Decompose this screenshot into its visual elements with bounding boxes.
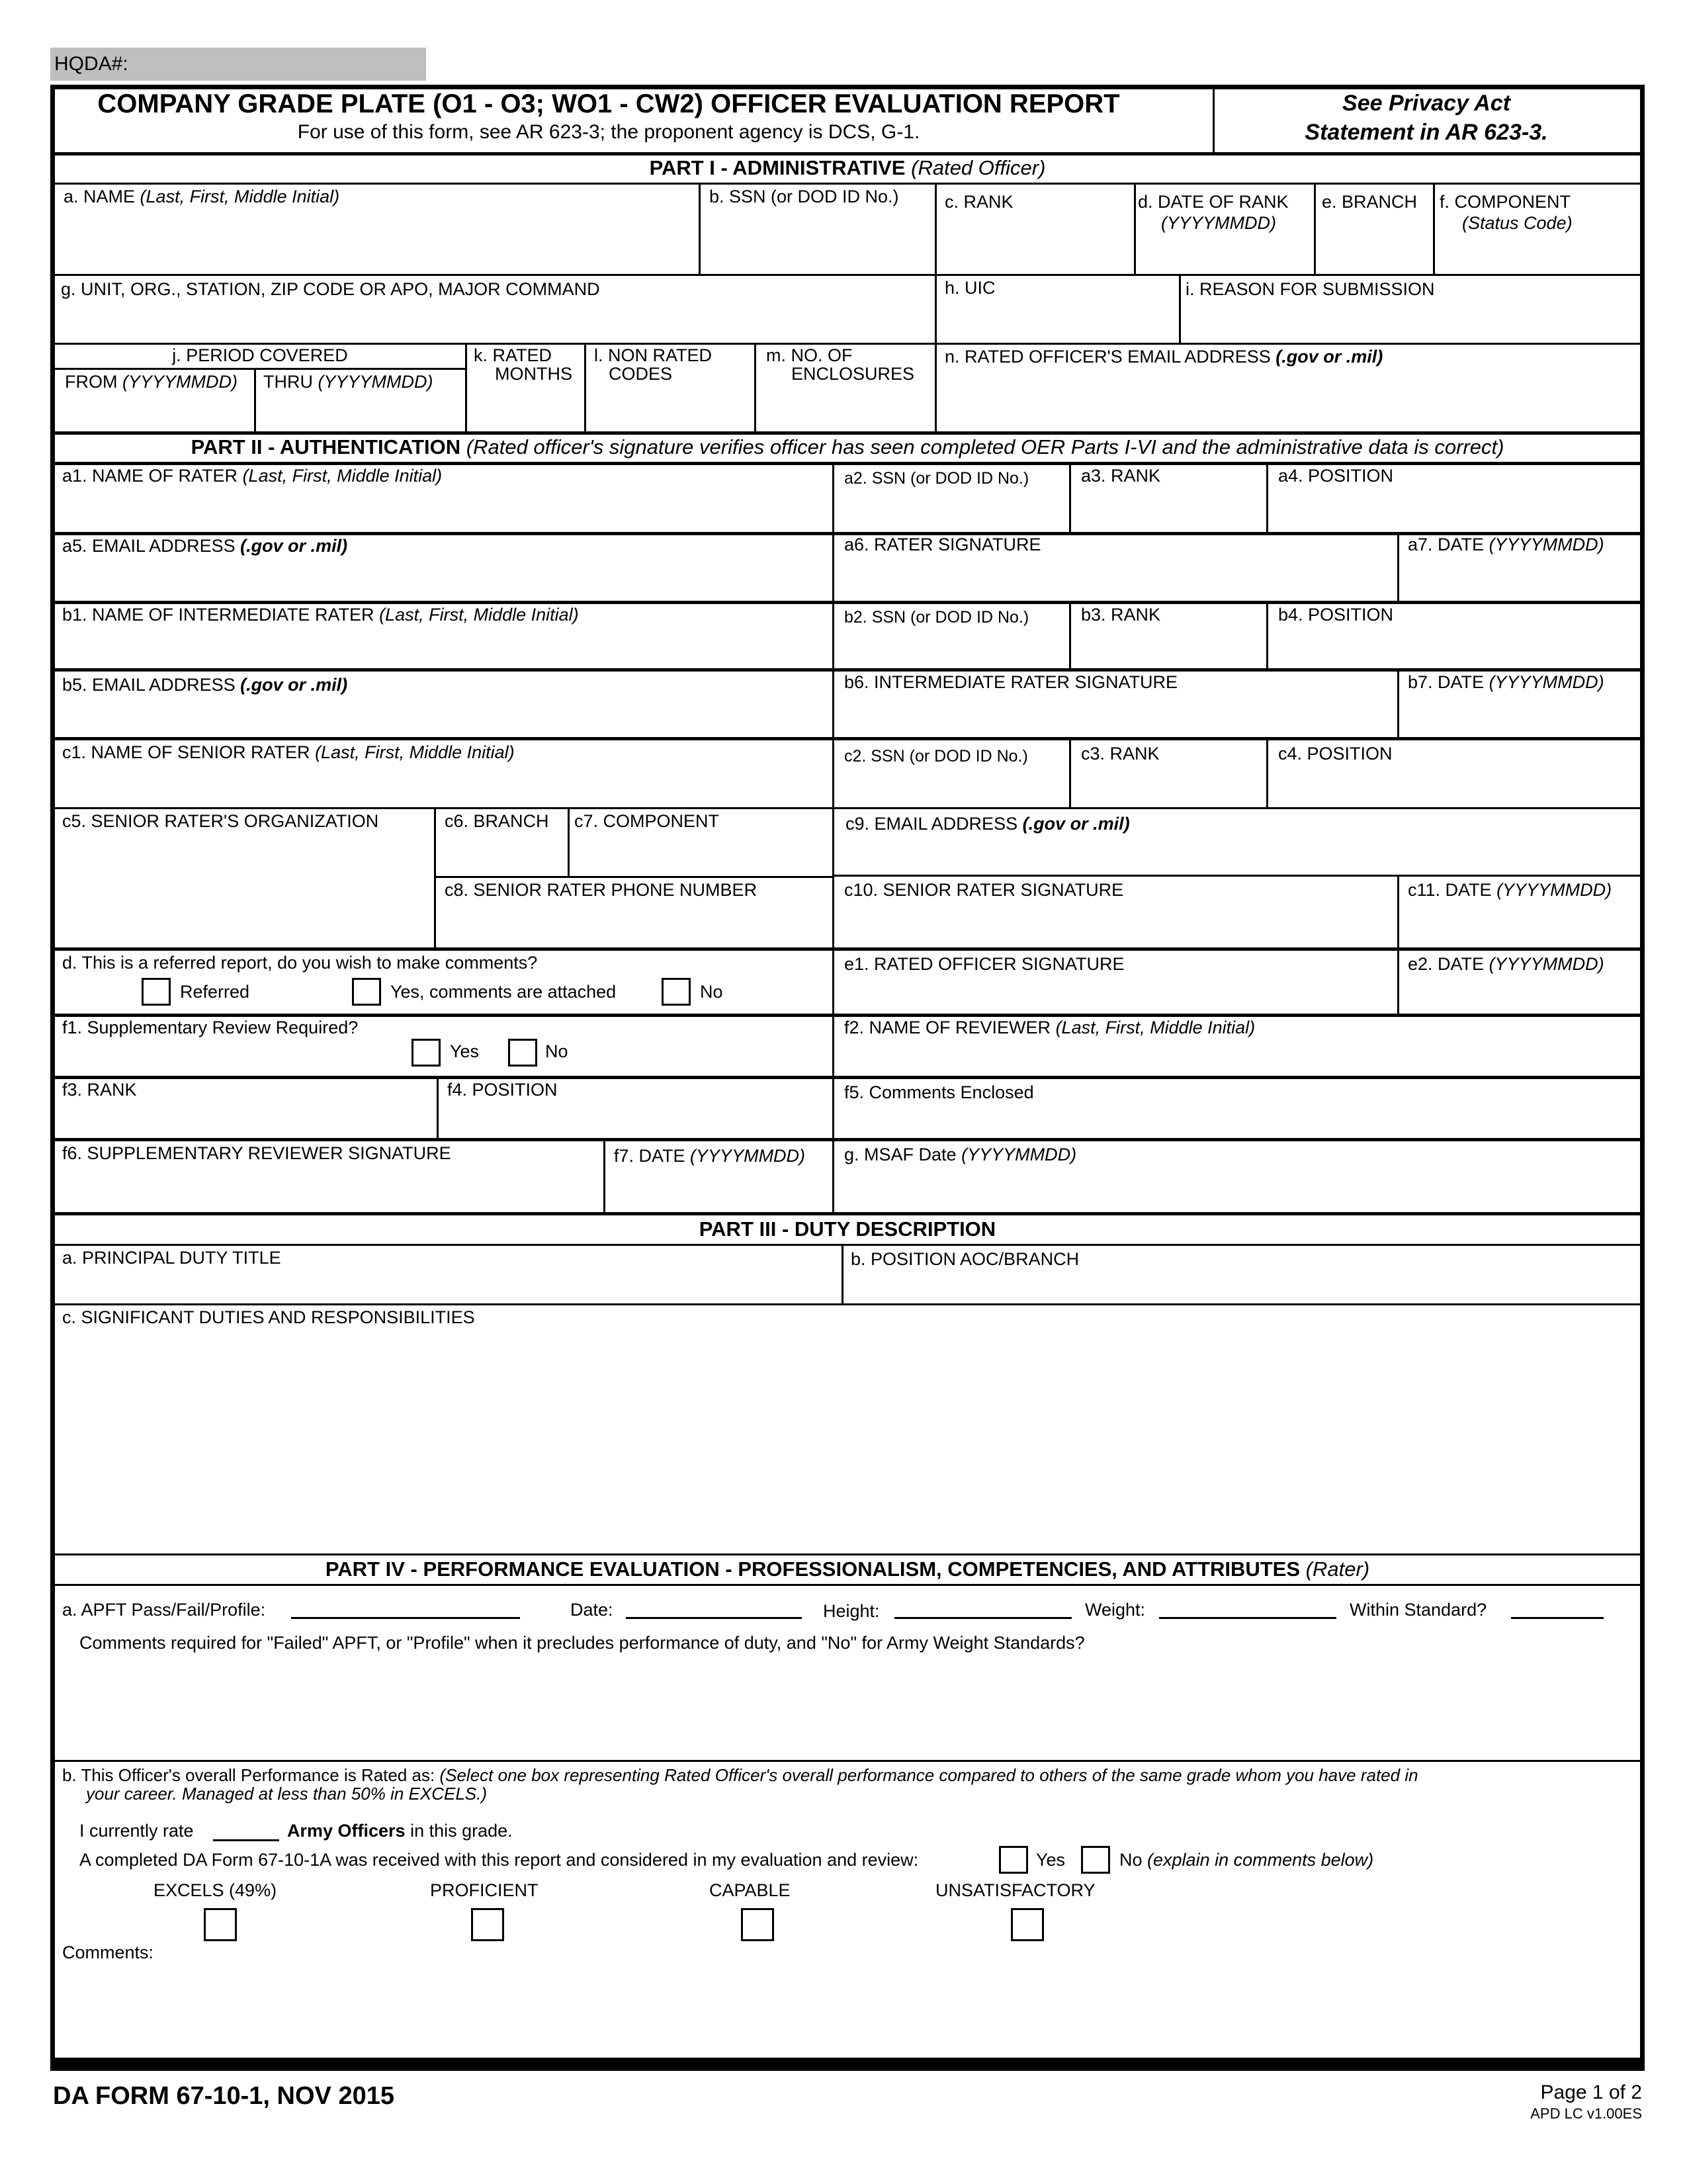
height-label: Height: [823,1601,880,1621]
weight-input[interactable] [1159,1617,1336,1619]
rater-ssn-field[interactable]: a2. SSN (or DOD ID No.) [844,469,1029,488]
period-thru-field[interactable]: THRU (YYYYMMDD) [263,372,433,392]
date-of-rank-field[interactable]: d. DATE OF RANK [1138,192,1289,212]
supplementary-no-label: No [545,1041,568,1061]
supplementary-reviewer-date-field[interactable]: f7. DATE (YYYYMMDD) [614,1146,806,1166]
privacy-act-line1: See Privacy Act [1342,91,1510,116]
reviewer-position-field[interactable]: f4. POSITION [447,1080,558,1100]
privacy-act-line2: Statement in AR 623-3. [1305,120,1548,145]
form-1a-yes-checkbox[interactable] [999,1846,1028,1874]
referred-no-label: No [700,982,723,1002]
referred-report-question: d. This is a referred report, do you wish to make comments? [62,953,538,973]
within-standard-label: Within Standard? [1350,1600,1487,1620]
apft-input[interactable] [291,1617,520,1619]
unit-field[interactable]: g. UNIT, ORG., STATION, ZIP CODE OR APO, MAJOR COMMAND [61,279,600,299]
weight-label: Weight: [1085,1600,1146,1620]
senior-rater-component-field[interactable]: c7. COMPONENT [574,811,720,831]
form-number: DA FORM 67-10-1, NOV 2015 [53,2082,394,2110]
rater-email-field[interactable]: a5. EMAIL ADDRESS (.gov or .mil) [62,536,348,556]
rating-capable-label: CAPABLE [709,1880,791,1900]
apft-date-label: Date: [570,1600,613,1620]
rater-comments-area[interactable] [60,1965,1634,2058]
comments-attached-label: Yes, comments are attached [390,982,617,1002]
apft-comments-prompt: Comments required for "Failed" APFT, or "Profile" when it precludes performance of duty, and "No" for Army Weight Standards? [79,1633,1085,1653]
reviewer-rank-field[interactable]: f3. RANK [62,1080,137,1100]
apft-date-input[interactable] [626,1617,802,1619]
apft-comments-area[interactable] [60,1654,1634,1759]
component-field[interactable]: f. COMPONENT [1440,192,1571,212]
referred-checkbox[interactable] [142,978,171,1006]
part3-heading: PART III - DUTY DESCRIPTION [699,1217,996,1241]
intermediate-rater-ssn-field[interactable]: b2. SSN (or DOD ID No.) [844,608,1029,627]
senior-rater-ssn-field[interactable]: c2. SSN (or DOD ID No.) [844,747,1028,765]
supplementary-review-question: f1. Supplementary Review Required? [62,1018,359,1037]
rating-capable-checkbox[interactable] [741,1908,774,1941]
rating-proficient-label: PROFICIENT [430,1880,539,1900]
senior-rater-email-field[interactable]: c9. EMAIL ADDRESS (.gov or .mil) [845,814,1130,834]
senior-rater-date-field[interactable]: c11. DATE (YYYYMMDD) [1408,880,1612,900]
rating-excels-label: EXCELS (49%) [153,1880,277,1900]
senior-rater-branch-field[interactable]: c6. BRANCH [445,811,549,831]
hqda-number-field[interactable] [50,48,426,81]
form-version: APD LC v1.00ES [1530,2105,1642,2122]
part1-note: (Rated Officer) [911,156,1046,179]
senior-rater-position-field[interactable]: c4. POSITION [1278,744,1393,764]
overall-performance-prompt: b. This Officer's overall Performance is Rated as: (Select one box representing Rated Officer's overall performance compared to others of the same grade whom you have rated in [62,1765,1418,1785]
ssn-field[interactable]: b. SSN (or DOD ID No.) [709,187,899,206]
part4-heading: PART IV - PERFORMANCE EVALUATION - PROFESSIONALISM, COMPETENCIES, AND ATTRIBUTES (Rater) [325,1557,1370,1581]
supplementary-yes-checkbox[interactable] [411,1039,441,1067]
significant-duties-field[interactable]: c. SIGNIFICANT DUTIES AND RESPONSIBILITIES [62,1307,475,1327]
referred-no-checkbox[interactable] [662,978,691,1006]
currently-rate-suffix: Army Officers in this grade. [287,1821,513,1841]
part1-heading [55,156,1640,180]
comments-attached-checkbox[interactable] [352,978,381,1006]
rater-position-field[interactable]: a4. POSITION [1278,466,1394,486]
enclosures-label-1: m. NO. OF [766,345,853,365]
msaf-date-field[interactable]: g. MSAF Date (YYYYMMDD) [844,1145,1077,1164]
rated-officer-date-field[interactable]: e2. DATE (YYYYMMDD) [1408,954,1604,974]
intermediate-rater-name-field[interactable]: b1. NAME OF INTERMEDIATE RATER (Last, First, Middle Initial) [62,605,579,625]
part2-heading: PART II - AUTHENTICATION (Rated officer's signature verifies officer has seen completed OER Parts I-VI and the administrative data is correct) [191,435,1504,459]
supplementary-yes-label: Yes [450,1041,480,1061]
rated-officer-signature-field[interactable]: e1. RATED OFFICER SIGNATURE [844,954,1125,974]
period-from-field[interactable]: FROM (YYYYMMDD) [65,372,238,392]
rating-proficient-checkbox[interactable] [471,1908,504,1941]
comments-enclosed-field[interactable]: f5. Comments Enclosed [844,1082,1034,1102]
within-standard-input[interactable] [1511,1617,1604,1619]
nonrated-codes-label-1: l. NON RATED [594,345,713,365]
height-input[interactable] [894,1617,1072,1619]
overall-performance-note: your career. Managed at less than 50% in EXCELS.) [86,1784,488,1804]
nonrated-codes-field[interactable]: CODES [609,364,673,384]
form-title: COMPANY GRADE PLATE (O1 - O3; WO1 - CW2) OFFICER EVALUATION REPORT [97,89,1120,118]
currently-rate-text: I currently rate [79,1821,194,1841]
intermediate-rater-position-field[interactable]: b4. POSITION [1278,605,1394,625]
form-1a-no-label: No (explain in comments below) [1119,1850,1374,1870]
principal-duty-title-field[interactable]: a. PRINCIPAL DUTY TITLE [62,1248,281,1268]
form-subtitle: For use of this form, see AR 623-3; the proponent agency is DCS, G-1. [297,121,920,143]
form-1a-no-checkbox[interactable] [1081,1846,1110,1874]
supplementary-reviewer-signature-field[interactable]: f6. SUPPLEMENTARY REVIEWER SIGNATURE [62,1143,451,1163]
reviewer-name-field[interactable]: f2. NAME OF REVIEWER (Last, First, Middle Initial) [844,1018,1256,1037]
rated-officer-email-field[interactable]: n. RATED OFFICER'S EMAIL ADDRESS (.gov or .mil) [945,347,1383,367]
rater-signature-field[interactable]: a6. RATER SIGNATURE [844,535,1041,554]
supplementary-no-checkbox[interactable] [508,1039,537,1067]
part1-title: PART I - ADMINISTRATIVE [649,156,906,179]
rater-date-field[interactable]: a7. DATE (YYYYMMDD) [1408,535,1604,554]
uic-field[interactable]: h. UIC [945,278,996,298]
rating-excels-checkbox[interactable] [204,1908,237,1941]
period-covered-label: j. PERIOD COVERED [172,345,348,365]
intermediate-rater-rank-field[interactable]: b3. RANK [1081,605,1161,625]
senior-rater-organization-field[interactable]: c5. SENIOR RATER'S ORGANIZATION [62,811,379,831]
rating-unsatisfactory-checkbox[interactable] [1011,1908,1044,1941]
form-1a-yes-label: Yes [1036,1850,1066,1870]
page-indicator: Page 1 of 2 [1540,2081,1642,2103]
senior-rater-phone-field[interactable]: c8. SENIOR RATER PHONE NUMBER [445,880,757,900]
rater-rank-field[interactable]: a3. RANK [1081,466,1161,486]
form-1a-question: A completed DA Form 67-10-1A was received with this report and considered in my evaluation and review: [79,1850,919,1870]
officers-rated-count-input[interactable] [213,1839,279,1841]
reason-for-submission-field[interactable]: i. REASON FOR SUBMISSION [1186,279,1435,299]
name-field[interactable]: a. NAME (Last, First, Middle Initial) [64,187,340,206]
intermediate-rater-email-field[interactable]: b5. EMAIL ADDRESS (.gov or .mil) [62,675,348,695]
rank-field[interactable]: c. RANK [945,192,1014,212]
comments-label: Comments: [62,1943,154,1962]
apft-label: a. APFT Pass/Fail/Profile: [62,1600,266,1620]
component-note: (Status Code) [1462,213,1573,233]
rating-unsatisfactory-label: UNSATISFACTORY [935,1880,1096,1900]
referred-option-label: Referred [180,982,250,1002]
date-of-rank-format: (YYYYMMDD) [1161,213,1276,233]
intermediate-rater-signature-field[interactable]: b6. INTERMEDIATE RATER SIGNATURE [844,672,1178,692]
branch-field[interactable]: e. BRANCH [1322,192,1418,212]
senior-rater-signature-field[interactable]: c10. SENIOR RATER SIGNATURE [844,880,1124,900]
senior-rater-rank-field[interactable]: c3. RANK [1081,744,1160,764]
intermediate-rater-date-field[interactable]: b7. DATE (YYYYMMDD) [1408,672,1604,692]
hqda-label: HQDA#: [54,53,128,75]
rated-months-field[interactable]: MONTHS [495,364,572,384]
senior-rater-name-field[interactable]: c1. NAME OF SENIOR RATER (Last, First, Middle Initial) [62,742,515,762]
rater-name-field[interactable]: a1. NAME OF RATER (Last, First, Middle Initial) [62,466,443,486]
rated-months-label-1: k. RATED [474,345,552,365]
enclosures-field[interactable]: ENCLOSURES [791,364,915,384]
position-aoc-branch-field[interactable]: b. POSITION AOC/BRANCH [851,1249,1080,1269]
